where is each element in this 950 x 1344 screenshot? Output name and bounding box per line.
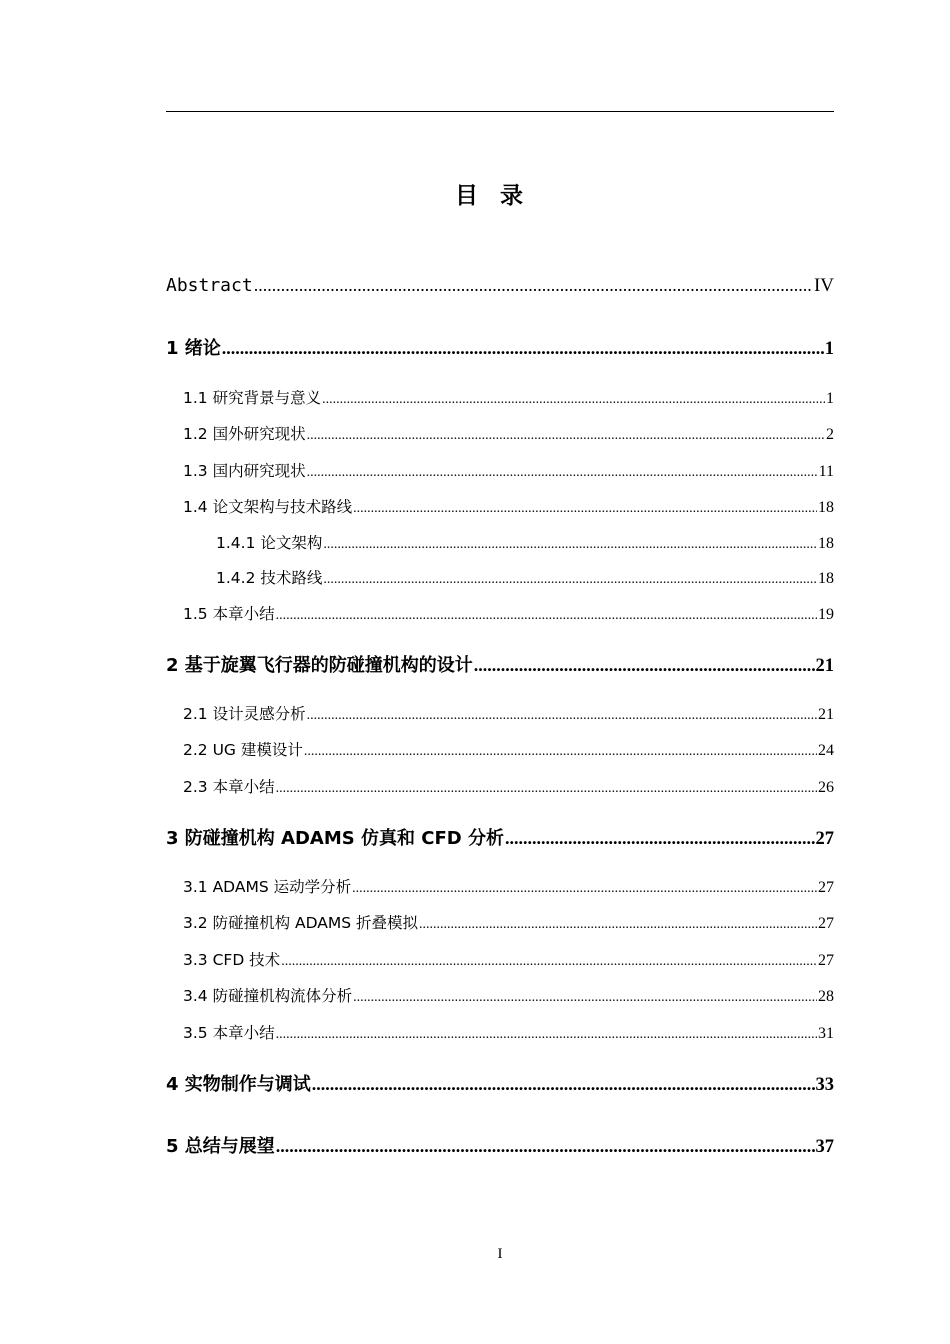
toc-section-entry[interactable] [166,912,834,936]
page-number-footer: I [497,1246,503,1262]
toc-entry-page-number: 27 [818,952,834,969]
toc-entry-page-number: 27 [815,829,834,849]
toc-dot-leader [254,272,813,298]
toc-dot-leader [353,987,817,1009]
toc-entry-label: 1.1 研究背景与意义 [183,389,322,407]
toc-dot-leader [353,498,817,520]
toc-section-entry[interactable] [166,423,834,447]
toc-section-entry[interactable] [166,703,834,727]
toc-entry-page-number: IV [813,275,834,296]
toc-dot-leader [276,1024,817,1046]
toc-section-entry[interactable] [166,739,834,763]
toc-dot-leader [419,914,817,936]
toc-entry-page-number: 1 [826,390,834,407]
toc-entry-label: 1.4 论文架构与技术路线 [183,498,353,516]
header-rule [166,111,834,112]
toc-dot-leader [505,825,815,851]
toc-title: 目录 [455,183,545,209]
toc-entry-label: 2.2 UG 建模设计 [183,741,303,759]
toc-dot-leader [304,741,817,763]
toc-entry-label: 4 实物制作与调试 [166,1074,311,1095]
toc-subsection-entry[interactable] [166,532,834,556]
toc-entry-label: 2.1 设计灵感分析 [183,705,306,723]
toc-entry-page-number: 18 [818,499,834,516]
toc-section-entry[interactable] [166,776,834,800]
toc-entry-page-number: 21 [818,706,834,723]
toc-dot-leader [474,652,815,678]
toc-subsection-entry[interactable] [166,567,834,591]
toc-section-entry[interactable] [166,1022,834,1046]
toc-dot-leader [276,605,817,627]
toc-entry-page-number: 19 [818,606,834,623]
toc-entry-label: 3.5 本章小结 [183,1024,275,1042]
toc-dot-leader [281,951,817,973]
toc-dot-leader [276,1133,815,1159]
toc-dot-leader [307,462,818,484]
toc-section-entry[interactable] [166,985,834,1009]
toc-section-entry[interactable] [166,387,834,411]
toc-entry-page-number: 18 [818,570,834,587]
toc-dot-leader [307,705,817,727]
toc-entry-label: 3 防碰撞机构 ADAMS 仿真和 CFD 分析 [166,828,504,849]
toc-entry-page-number: 28 [818,988,834,1005]
toc-entry-label: 1.5 本章小结 [183,605,275,623]
toc-dot-leader [323,534,817,556]
toc-chapter-entry[interactable] [166,652,834,679]
toc-entry-page-number: 27 [818,915,834,932]
toc-dot-leader [222,335,824,361]
toc-entry-label: 3.4 防碰撞机构流体分析 [183,987,353,1005]
toc-entry-label: 2.3 本章小结 [183,778,275,796]
toc-dot-leader [322,389,825,411]
toc-section-entry[interactable] [166,496,834,520]
toc-section-entry[interactable] [166,876,834,900]
toc-entry-page-number: 31 [818,1025,834,1042]
toc-entry-page-number: 27 [818,879,834,896]
toc-chapter-entry[interactable] [166,272,834,299]
toc-chapter-entry[interactable] [166,1071,834,1098]
toc-entry-label: 3.2 防碰撞机构 ADAMS 折叠模拟 [183,914,419,932]
toc-dot-leader [323,569,817,591]
toc-dot-leader [352,878,817,900]
toc-entry-label: 1.4.1 论文架构 [216,534,323,552]
toc-entry-label: 2 基于旋翼飞行器的防碰撞机构的设计 [166,655,473,676]
toc-section-entry[interactable] [166,460,834,484]
toc-entry-label: 1 绪论 [166,338,221,359]
toc-entry-page-number: 33 [815,1075,834,1095]
toc-entry-page-number: 37 [815,1137,834,1157]
toc-entry-label: Abstract [166,275,253,296]
toc-entry-page-number: 21 [815,656,834,676]
toc-dot-leader [276,778,817,800]
toc-entry-label: 1.3 国内研究现状 [183,462,306,480]
toc-dot-leader [307,425,825,447]
toc-section-entry[interactable] [166,949,834,973]
toc-chapter-entry[interactable] [166,1133,834,1160]
toc-entry-label: 3.3 CFD 技术 [183,951,281,969]
toc-entry-page-number: 1 [824,339,834,359]
toc-entry-label: 1.4.2 技术路线 [216,569,323,587]
toc-section-entry[interactable] [166,603,834,627]
toc-entry-label: 1.2 国外研究现状 [183,425,306,443]
toc-entry-label: 3.1 ADAMS 运动学分析 [183,878,352,896]
toc-chapter-entry[interactable] [166,335,834,362]
toc-entry-page-number: 2 [826,426,834,443]
toc-chapter-entry[interactable] [166,825,834,852]
toc-entry-page-number: 18 [818,535,834,552]
toc-entry-label: 5 总结与展望 [166,1136,275,1157]
toc-entry-page-number: 11 [818,463,834,480]
toc-entry-page-number: 26 [818,779,834,796]
toc-entry-page-number: 24 [818,742,834,759]
toc-dot-leader [312,1071,815,1097]
